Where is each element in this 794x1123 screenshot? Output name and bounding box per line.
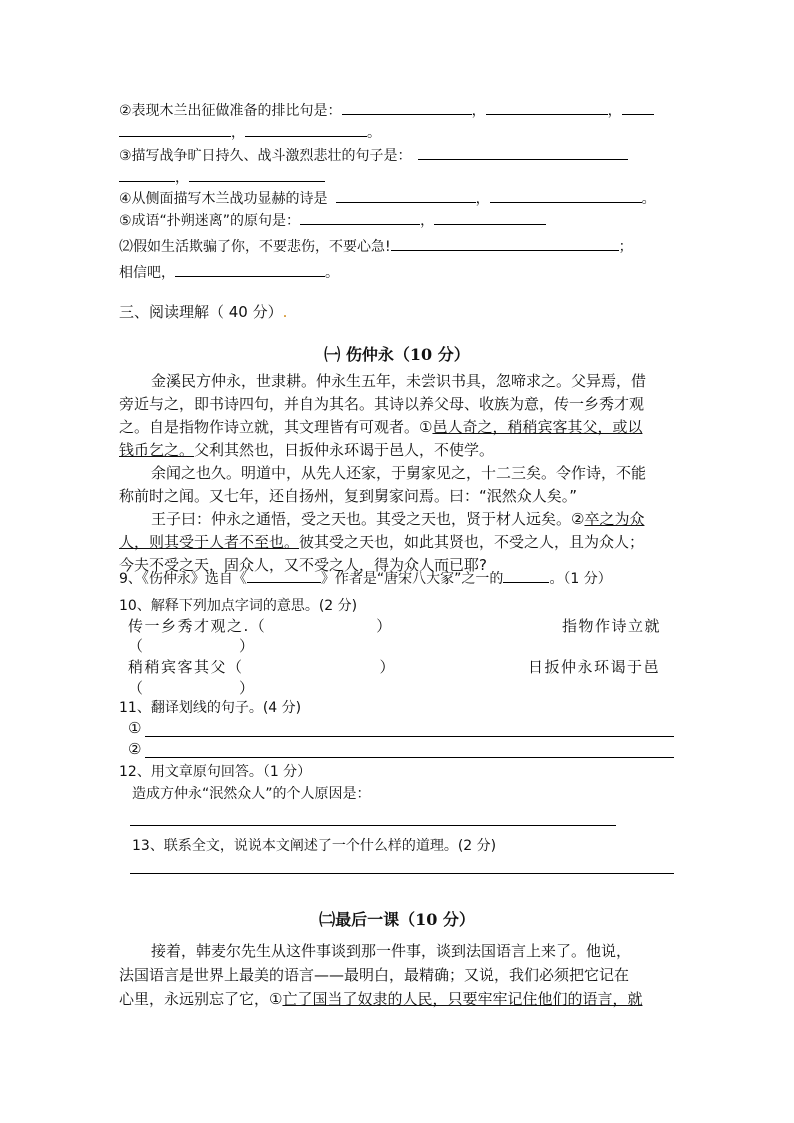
passage1-line bbox=[119, 508, 675, 531]
q10-paren: ） bbox=[379, 658, 397, 676]
q9-text: 9、《伤仲永》选自《 bbox=[119, 571, 247, 587]
passage2-text: 心里，永远别忘了它，① bbox=[119, 990, 283, 1008]
q10-row1-right: 指物作诗立就 bbox=[562, 617, 662, 635]
stray-dot: . bbox=[282, 303, 288, 321]
answer-blank[interactable] bbox=[119, 122, 231, 137]
passage1-line: 金溪民方仲永，世隶耕。仲永生五年，未尝识书具，忽啼求之。父异焉，借 bbox=[151, 372, 647, 390]
passage1-line bbox=[119, 416, 675, 439]
passage2-line: 法国语言是世界上最美的语言——最明白，最精确；又说，我们必须把它记在 bbox=[119, 966, 630, 984]
q4-end: 。 bbox=[641, 191, 656, 207]
passage1-line: 称前时之闻。又七年，还自扬州，复到舅家问焉。曰：“泯然众人矣。” bbox=[119, 487, 578, 505]
answer-blank[interactable] bbox=[490, 188, 642, 203]
q10-row2-paren bbox=[128, 678, 254, 698]
q10-row1 bbox=[128, 616, 393, 636]
question-q6-line2 bbox=[119, 262, 339, 283]
q6-text: ⑵假如生活欺骗了你，不要悲伤，不要心急! bbox=[119, 239, 391, 255]
question-10: 10、解释下列加点字词的意思。(2 分) bbox=[119, 598, 358, 614]
q2-text: ②表现木兰出征做准备的排比句是： bbox=[119, 103, 342, 119]
q11-item-1: ① bbox=[128, 719, 142, 737]
section-heading bbox=[119, 302, 287, 322]
q2-sep: ， bbox=[471, 103, 486, 119]
answer-blank[interactable] bbox=[503, 568, 549, 583]
passage1-line bbox=[119, 439, 675, 462]
answer-line[interactable] bbox=[130, 825, 616, 826]
q4-sep: ， bbox=[475, 191, 490, 207]
q3-sep: ， bbox=[175, 170, 189, 186]
answer-blank[interactable] bbox=[486, 100, 608, 115]
answer-blank[interactable] bbox=[245, 122, 367, 137]
q11-item-2: ② bbox=[128, 740, 142, 758]
section-heading-text: 三、阅读理解（ 40 分） bbox=[119, 303, 283, 321]
answer-line[interactable] bbox=[145, 757, 674, 758]
q10-term: 传一乡秀才观之.（ bbox=[128, 617, 267, 635]
q9-text: 。（1 分） bbox=[549, 571, 612, 587]
q6-end: ； bbox=[618, 239, 633, 255]
q10-row2 bbox=[128, 657, 396, 677]
q2-end: 。 bbox=[367, 125, 381, 141]
answer-blank[interactable] bbox=[622, 100, 654, 115]
passage2-line bbox=[119, 988, 675, 1011]
q10-term: 稍稍宾客其父（ bbox=[128, 658, 244, 676]
passage1-line: 余闻之也久。明道中，从先人还家，于舅家见之，十二三矣。令作诗，不能 bbox=[151, 464, 647, 482]
q2-sep: ， bbox=[607, 103, 622, 119]
passage1-text: 之。自是指物作诗立就，其文理皆有可观者。① bbox=[119, 418, 433, 436]
underlined-sentence-1: 邑人奇之，稍稍宾客其父，或以 bbox=[432, 418, 643, 436]
passage2-line: 接着，韩麦尔先生从这件事谈到那一件事，谈到法国语言上来了。他说， bbox=[151, 942, 632, 960]
q10-paren: （ bbox=[128, 679, 144, 697]
q10-paren: ） bbox=[376, 617, 393, 635]
q3-text: ③描写战争旷日持久、战斗激烈悲壮的句子是： bbox=[119, 148, 412, 164]
answer-blank[interactable] bbox=[300, 210, 420, 225]
passage1-line: 旁近与之，即书诗四句，并自为其名。其诗以养父母、收族为意，传一乡秀才观 bbox=[119, 395, 645, 413]
q9-text: 》作者是“唐宋八大家”之一的 bbox=[320, 571, 504, 587]
q6-line2: 相信吧， bbox=[119, 265, 175, 281]
question-q2 bbox=[119, 100, 654, 121]
underlined-sentence-3: 亡了国当了奴隶的人民，只要牢牢记住他们的语言，就 bbox=[282, 990, 643, 1008]
answer-line[interactable] bbox=[145, 736, 674, 737]
q12-prompt: 造成方仲永“泯然众人”的个人原因是： bbox=[132, 786, 371, 802]
question-11: 11、翻译划线的句子。(4 分) bbox=[119, 700, 302, 716]
q2-sep: ， bbox=[231, 125, 245, 141]
passage1-text: 王子曰：仲永之通悟，受之天也。其受之天也，贤于材人远矣。② bbox=[151, 510, 585, 528]
question-9 bbox=[119, 568, 612, 589]
question-q2-line2 bbox=[119, 122, 381, 143]
underlined-sentence-2: 卒之为众 bbox=[584, 510, 645, 528]
question-q3 bbox=[119, 145, 628, 166]
underlined-sentence-1-end: 钱币乞之。 bbox=[119, 441, 195, 459]
passage1-text: 彼其受之天也，如此其贤也，不受之人，且为众人； bbox=[299, 533, 645, 551]
passage-title: ㈠ 伤仲永（10 分） bbox=[324, 345, 470, 364]
q10-row2-right: 日扳仲永环谒于邑 bbox=[528, 658, 661, 676]
q6-end2: 。 bbox=[325, 265, 339, 281]
question-12: 12、用文章原句回答。（1 分） bbox=[119, 764, 312, 780]
answer-blank[interactable] bbox=[434, 210, 546, 225]
q5-text: ⑤成语“扑朔迷离”的原句是： bbox=[119, 213, 301, 229]
passage1-text: 父利其然也，日扳仲永环谒于邑人，不使学。 bbox=[194, 441, 495, 459]
answer-blank[interactable] bbox=[391, 236, 619, 251]
answer-blank[interactable] bbox=[418, 145, 628, 160]
question-13: 13、联系全文，说说本文阐述了一个什么样的道理。(2 分) bbox=[132, 838, 497, 854]
answer-blank[interactable] bbox=[175, 262, 325, 277]
answer-blank[interactable] bbox=[247, 568, 321, 583]
q10-paren: ） bbox=[239, 679, 255, 697]
passage-title: ㈡最后一课（10 分） bbox=[319, 910, 475, 929]
q10-row1-paren bbox=[128, 636, 254, 656]
question-q3-line2 bbox=[119, 167, 325, 188]
answer-blank[interactable] bbox=[189, 167, 325, 182]
q10-paren: ） bbox=[239, 637, 255, 655]
answer-blank[interactable] bbox=[119, 167, 175, 182]
q10-paren: （ bbox=[128, 637, 144, 655]
answer-blank[interactable] bbox=[342, 100, 472, 115]
answer-line[interactable] bbox=[130, 873, 674, 874]
question-q4 bbox=[119, 188, 656, 209]
question-q6 bbox=[119, 236, 633, 257]
q4-text: ④从侧面描写木兰战功显赫的诗是 bbox=[119, 191, 328, 207]
passage1-line bbox=[119, 531, 675, 554]
q5-sep: ， bbox=[420, 213, 435, 229]
question-q5 bbox=[119, 210, 546, 231]
answer-blank[interactable] bbox=[336, 188, 476, 203]
underlined-sentence-2-end: 人，则其受于人者不至也。 bbox=[119, 533, 300, 551]
passage1-line: 今夫不受之天，固众人，又不受之人，得为众人而已耶? bbox=[119, 556, 487, 574]
